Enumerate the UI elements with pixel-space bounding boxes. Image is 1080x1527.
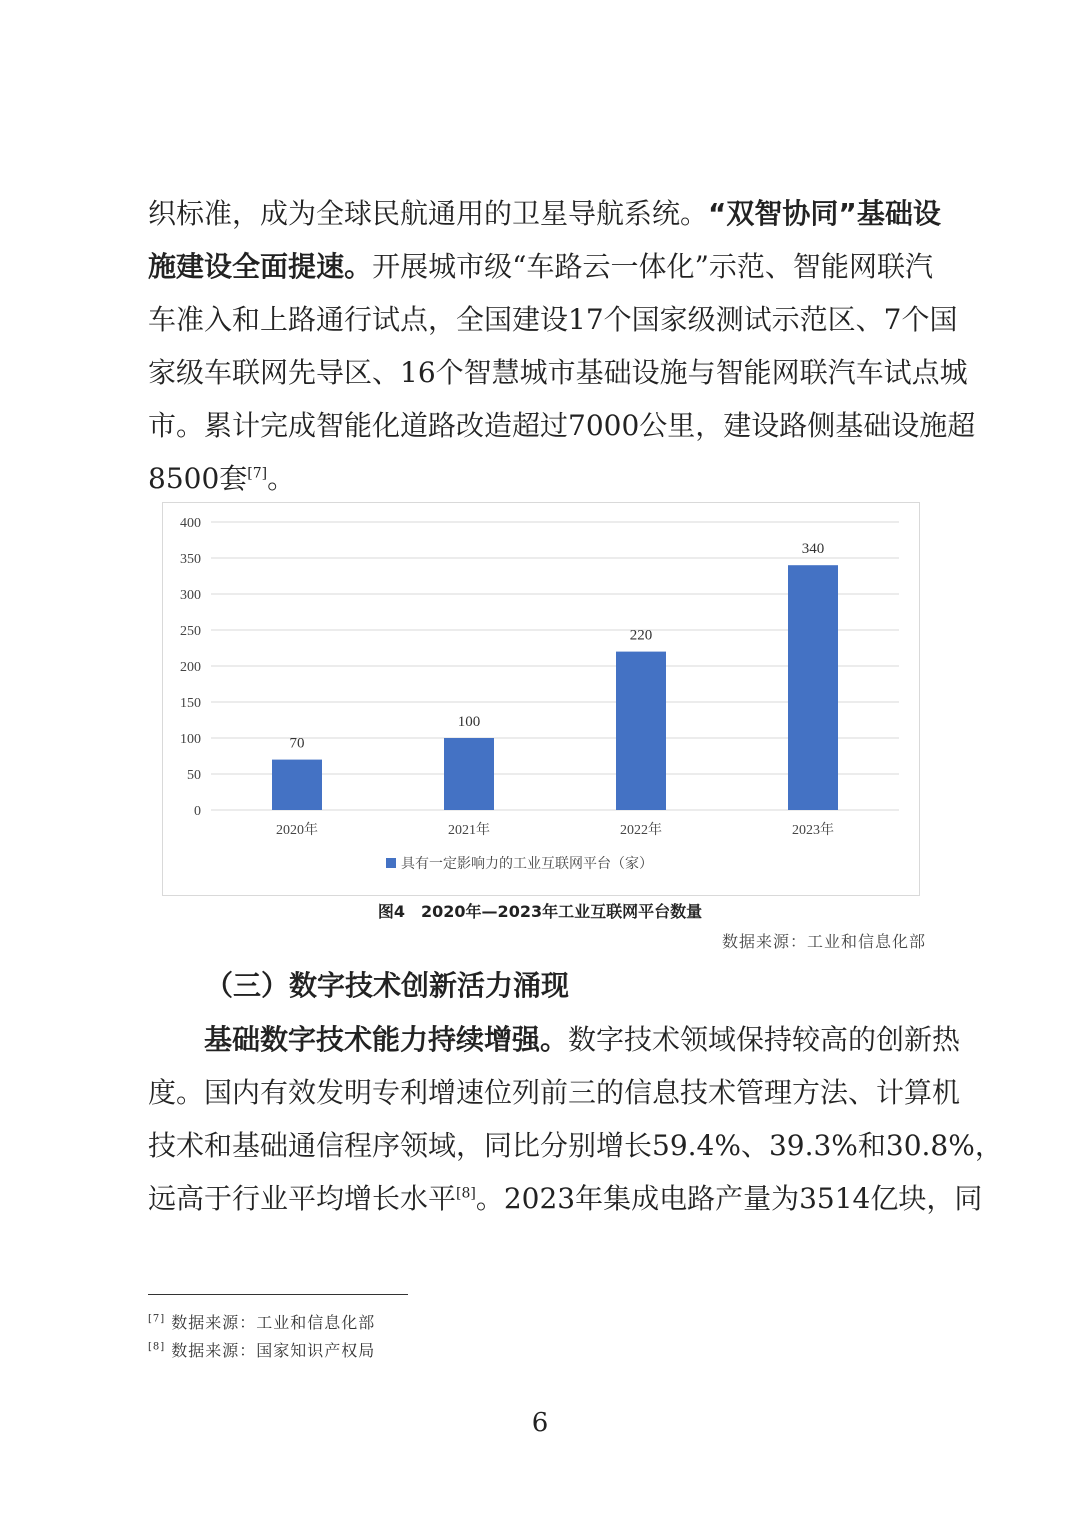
paragraph1-line3: 车准入和上路通行试点，全国建设17个国家级测试示范区、7个国 xyxy=(148,303,958,336)
bar xyxy=(788,565,838,810)
legend-label: 具有一定影响力的工业互联网平台（家） xyxy=(401,856,653,872)
footnote-marker: [8] xyxy=(148,1341,166,1353)
y-tick-label: 250 xyxy=(180,624,201,639)
bar-chart xyxy=(163,503,919,895)
legend-swatch xyxy=(386,858,396,868)
data-label: 70 xyxy=(289,735,305,752)
y-tick-label: 350 xyxy=(180,552,201,567)
paragraph1-line4: 家级车联网先导区、16个智慧城市基础设施与智能网联汽车试点城 xyxy=(148,356,968,389)
footnote-marker: [7] xyxy=(148,1313,166,1325)
y-tick-label: 400 xyxy=(180,516,201,531)
bar xyxy=(272,760,322,810)
x-tick-label: 2021年 xyxy=(448,823,490,838)
footnote-7 xyxy=(148,1310,375,1333)
y-tick-label: 150 xyxy=(180,696,201,711)
footnote-text: 数据来源：工业和信息化部 xyxy=(171,1313,376,1332)
text-span: 。 xyxy=(267,462,296,495)
data-label: 100 xyxy=(457,714,481,730)
paragraph1-line2 xyxy=(148,247,933,287)
bar xyxy=(444,738,494,810)
x-tick-label: 2020年 xyxy=(276,823,318,838)
bar-chart-frame xyxy=(162,502,920,896)
paragraph1-line5: 市。累计完成智能化道路改造超过7000公里，建设路侧基础设施超 xyxy=(148,409,976,442)
x-tick-label: 2023年 xyxy=(792,823,834,838)
text-span: 织标准，成为全球民航通用的卫星导航系统。 xyxy=(148,197,709,230)
y-tick-label: 200 xyxy=(180,660,201,675)
footnote-8 xyxy=(148,1338,375,1361)
bar xyxy=(616,652,666,810)
section-heading: （三）数字技术创新活力涌现 xyxy=(205,969,570,1002)
y-tick-label: 50 xyxy=(187,768,201,783)
x-tick-label: 2022年 xyxy=(620,823,662,838)
data-label: 340 xyxy=(801,541,825,558)
paragraph1-line1 xyxy=(148,194,941,234)
y-tick-label: 300 xyxy=(180,588,201,603)
paragraph2-line1 xyxy=(148,1020,961,1060)
text-span: 。2023年集成电路产量为3514亿块，同 xyxy=(475,1182,983,1215)
footnote-ref-7[interactable]: [7] xyxy=(247,465,268,482)
data-label: 220 xyxy=(629,627,653,644)
paragraph2-line2: 度。国内有效发明专利增速位列前三的信息技术管理方法、计算机 xyxy=(148,1076,961,1109)
paragraph2-line3: 技术和基础通信程序领域，同比分别增长59.4%、39.3%和30.8%， xyxy=(148,1129,1003,1162)
text-span: 远高于行业平均增长水平 xyxy=(148,1182,457,1215)
bold-lead-span: “双智协同”基础设 xyxy=(708,197,941,230)
text-span: 数字技术领域保持较高的创新热 xyxy=(568,1023,961,1056)
paragraph2-line4 xyxy=(148,1179,983,1219)
text-span: 开展城市级“车路云一体化”示范、智能网联汽 xyxy=(372,250,933,283)
footnote-separator xyxy=(148,1294,408,1295)
figure-caption: 图4 2020年—2023年工业互联网平台数量 xyxy=(377,902,703,921)
paragraph1-line6 xyxy=(148,459,933,499)
page-number: 6 xyxy=(531,1408,549,1438)
footnote-ref-8[interactable]: [8] xyxy=(456,1185,476,1202)
text-span: 8500套 xyxy=(148,462,248,495)
bold-lead-span: 施建设全面提速。 xyxy=(148,250,373,283)
footnote-text: 数据来源：国家知识产权局 xyxy=(171,1341,376,1360)
y-tick-label: 0 xyxy=(194,804,201,819)
figure-source: 数据来源：工业和信息化部 xyxy=(721,932,926,951)
y-tick-label: 100 xyxy=(180,732,201,747)
bold-lead-span: 基础数字技术能力持续增强。 xyxy=(204,1023,569,1056)
